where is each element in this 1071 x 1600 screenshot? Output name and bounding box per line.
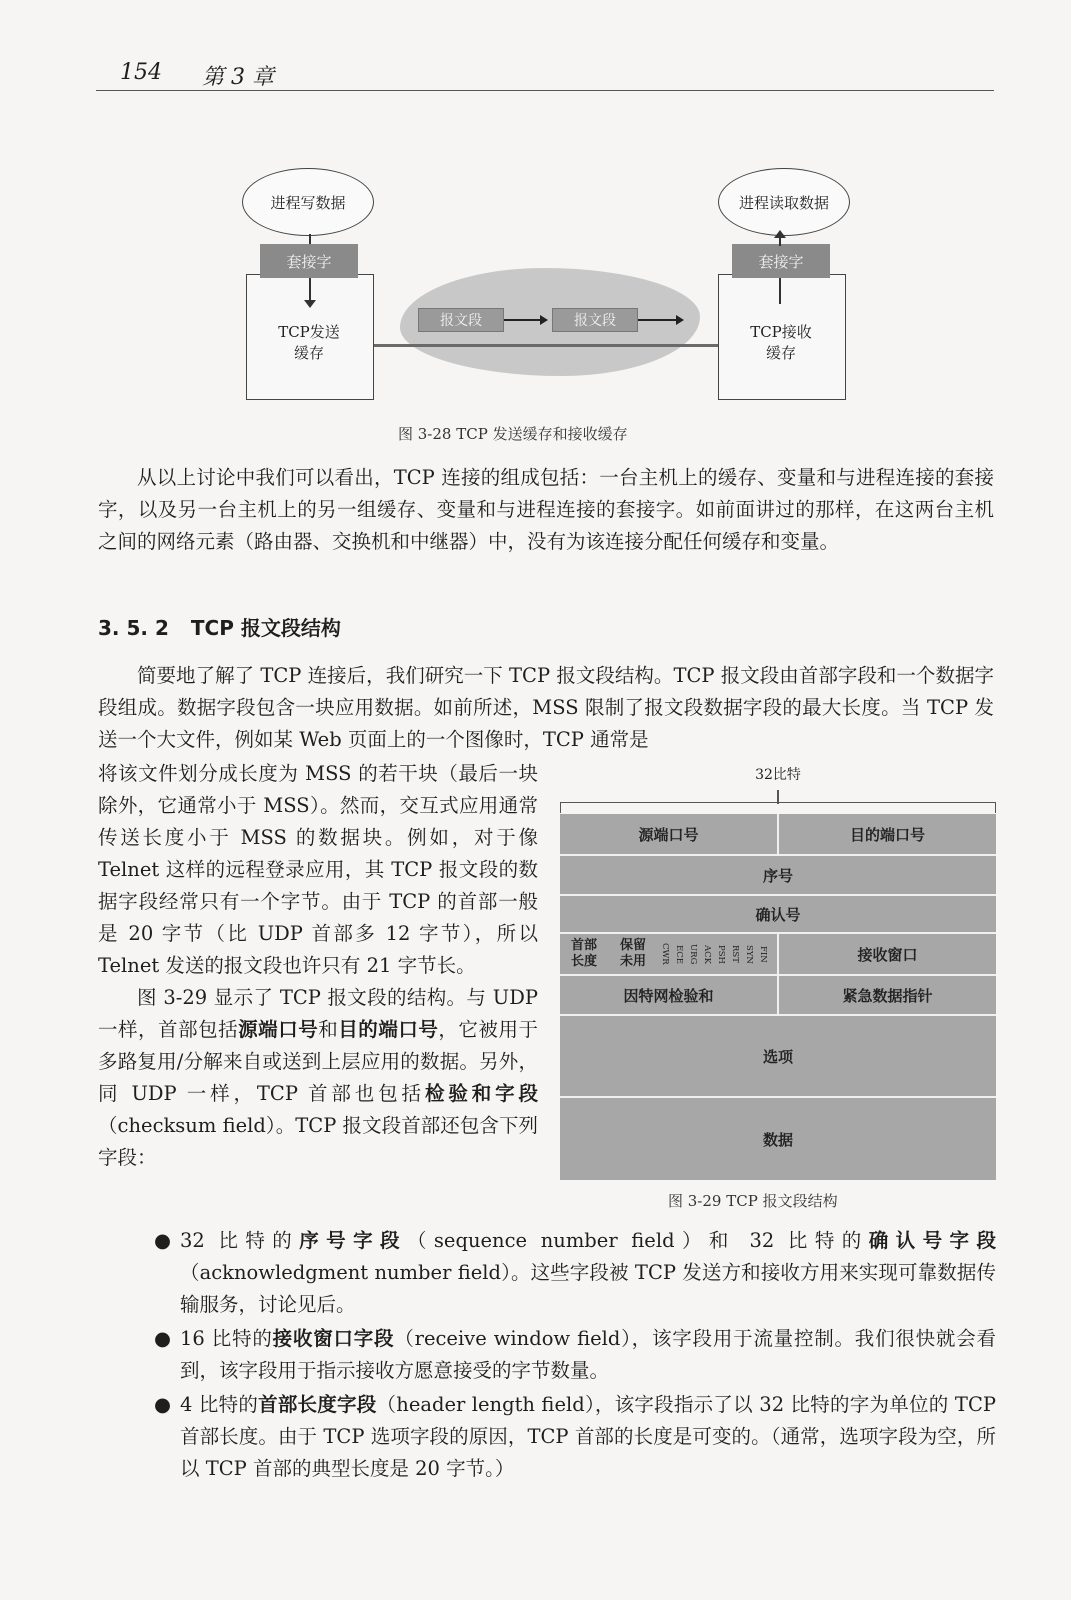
figure-3-28-caption: 图 3-28 TCP 发送缓存和接收缓存 [398,425,628,443]
p3-bold-checksum: 检验和字段 [424,1082,538,1105]
p3-c: ，它被用于多路复用/分解来自或送到上层应用的数据。另外，同 UDP 一样，TCP 首部也包括 [98,1018,538,1105]
bullet-header-length [150,1389,996,1485]
segment-arrow-1 [504,319,546,321]
network-link [372,344,728,347]
receive-window-cell: 接收窗口 [857,945,918,964]
flag-fin: FIN [758,945,768,963]
header-length-cell [560,934,608,974]
section-number: 3. 5. 2 [98,616,169,640]
flag-cwr: CWR [660,943,670,965]
receiver-socket [732,244,830,278]
bullet-2-pre: 16 比特的 [180,1327,273,1350]
bullet-3-pre: 4 比特的 [180,1393,259,1416]
flag-bits [658,934,779,974]
segment-arrow-2 [638,319,682,321]
seq-number-cell: 序号 [762,866,793,885]
row-checksum [560,976,996,1016]
bullet-3-mid: （header length field），该字段指示了以 32 比特的字为单位的 TCP 首部长度。由于 TCP 选项字段的原因，TCP 首部的长度是可变的。（通常，选项字段为空，所以 TCP 首部的典型长度是 20 字节。） [180,1393,996,1480]
sender-socket-label: 套接字 [286,252,332,271]
read-process-bubble [718,168,850,236]
paragraph-2 [98,660,994,756]
unused-cell [608,934,658,974]
send-buffer-line1: TCP发送 [278,323,340,341]
recv-buffer-line2: 缓存 [765,344,796,362]
recv-buffer-line1: TCP接收 [750,323,812,341]
width-bracket [560,802,996,813]
bullet-receive-window [150,1323,996,1387]
row-seq [560,856,996,896]
options-cell: 选项 [762,1047,793,1066]
write-process-bubble [242,168,374,236]
paragraph-3 [98,982,538,1174]
bullet-1-bold2: 确认号字段 [868,1229,996,1252]
row-ack [560,896,996,934]
recv-buffer-label [718,322,844,364]
section-heading [98,612,341,641]
bullet-2-mid: （receive window field），该字段用于流量控制。我们很快就会看到，该字段用于指示接收方愿意接受的字节数量。 [180,1327,996,1382]
send-buffer-line2: 缓存 [293,344,324,362]
dest-port-cell: 目的端口号 [849,825,925,844]
page-number: 154 [120,60,162,85]
down-arrow-head [304,300,316,308]
up-arrow-head [774,230,786,238]
paragraph-1-text: 从以上讨论中我们可以看出，TCP 连接的组成包括：一台主机上的缓存、变量和与进程连接的套接字，以及另一台主机上的另一组缓存、变量和与进程连接的套接字。如前面讲过的那样，在这两台主机之间的网络元素（路由器、交换机和中继器）中，没有为该连接分配任何缓存和变量。 [98,466,994,553]
tcp-segment-diagram [560,814,996,1180]
p3-b: 和 [318,1018,339,1041]
bullet-dot: ● [154,1327,172,1350]
bullet-1-bold: 序号字段 [299,1229,407,1252]
bullet-seq-ack [150,1225,996,1321]
segment-1-label: 报文段 [440,313,482,329]
row-flags [560,934,996,976]
row-ports [560,814,996,856]
figure-3-29 [560,762,996,1220]
paragraph-2-continued-text: 将该文件划分成长度为 MSS 的若干块（最后一块除外，它通常小于 MSS）。然而，交互式应用通常传送长度小于 MSS 的数据块。例如，对于像 Telnet 这样的远程登录应用，其 TCP 报文段的数据字段经常只有一个字节。由于 TCP 的首部一般是 20 字节（比 UDP 首部多 12 字节），所以 Telnet 发送的报文段也许只有 21 字节长。 [98,762,538,977]
bullet-1-post: （acknowledgment number field）。这些字段被 TCP 发送方和接收方用来实现可靠数据传输服务，讨论见后。 [180,1261,996,1316]
paragraph-1 [98,462,994,558]
field-bullet-list [150,1225,996,1487]
row-data [560,1098,996,1180]
p3-bold-source-port: 源端口号 [238,1018,319,1041]
header-length-line1: 首部 [570,938,597,953]
segment-2 [552,308,638,332]
bullet-1-pre: 32 比特的 [180,1229,300,1252]
header-length-line2: 长度 [570,954,597,969]
flag-syn: SYN [744,944,754,964]
up-arrow [779,278,781,304]
write-process-label: 进程写数据 [270,193,346,212]
sender-socket [260,244,358,278]
bullet-dot: ● [154,1393,172,1416]
ack-number-cell: 确认号 [755,905,801,924]
chapter-title: 第 3 章 [202,65,274,90]
bullet-2-bold: 接收窗口字段 [272,1327,395,1350]
flag-ack: ACK [702,944,712,964]
bullet-3-bold: 首部长度字段 [258,1393,377,1416]
p3-a: 图 3-29 显示了 TCP 报文段的结构。与 UDP 一样，首部包括 [98,986,538,1041]
figure-3-29-caption: 图 3-29 TCP 报文段结构 [668,1192,838,1210]
flag-psh: PSH [716,944,726,964]
row-options [560,1016,996,1098]
section-title: TCP 报文段结构 [190,616,341,640]
p3-d: （checksum field）。TCP 报文段首部还包含下列字段： [98,1114,538,1169]
unused-line1: 保留 [619,938,646,953]
paragraph-2-text: 简要地了解了 TCP 连接后，我们研究一下 TCP 报文段结构。TCP 报文段由首部字段和一个数据字段组成。数据字段包含一块应用数据。如前所述，MSS 限制了报文段数据字段的最大长度。当 TCP 发送一个大文件，例如某 Web 页面上的一个图像时，TCP 通常是 [98,664,994,751]
bits-label: 32比特 [755,767,801,783]
flag-urg: URG [688,943,698,965]
unused-line2: 未用 [619,954,646,969]
checksum-cell: 因特网检验和 [560,976,779,1014]
paragraph-2-continued [98,758,538,1174]
urgent-pointer-cell: 紧急数据指针 [842,986,933,1005]
data-cell: 数据 [762,1130,793,1149]
send-buffer-label [246,322,372,364]
source-port-cell: 源端口号 [560,814,779,854]
flag-ece: ECE [674,944,684,964]
flag-rst: RST [730,945,740,963]
segment-1 [418,308,504,332]
figure-3-28 [230,150,870,420]
bullet-dot: ● [154,1229,172,1252]
bullet-1-mid: （sequence number field）和 32 比特的 [406,1229,869,1252]
page-header [96,56,994,91]
receiver-socket-label: 套接字 [758,252,804,271]
read-process-label: 进程读取数据 [738,193,829,212]
segment-2-label: 报文段 [574,313,616,329]
p3-bold-dest-port: 目的端口号 [338,1018,439,1041]
